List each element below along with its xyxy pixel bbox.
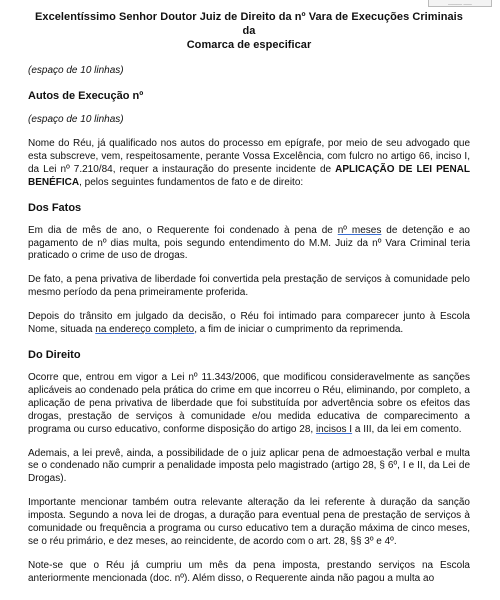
fatos-paragraph-3 [28, 311, 470, 337]
marked-term: nº meses [337, 224, 382, 236]
paragraph-text: de detenção e ao pagamento de nº dias multa, pois segundo entendimento do M.M. Juiz da nº Vara Criminal teria praticado o crime de uso de drogas. [28, 224, 470, 262]
intro-text-end: , pelos seguintes fundamentos de fato e de direito: [79, 176, 304, 188]
direito-paragraph-4: Note-se que o Réu já cumpriu um mês da pena imposta, prestando serviços na Escola anteriormente mencionada (doc. nº). Além disso, o Requerente ainda não pagou a multa ao [28, 559, 470, 584]
paragraph-text: a III, da lei em comento. [352, 423, 462, 435]
intro-paragraph [28, 138, 470, 190]
marked-term: incisos I [315, 423, 353, 435]
direito-paragraph-3: Importante mencionar também outra relevante alteração da lei referente à duração da sanção imposta. Segundo a nova lei de drogas, a duração para eventual pena de prestação de serviços à comunidade ou frequência a programa ou curso educativo tem a duração máxima de cinco meses, se o réu primário, e dez meses, ao reincidente, de acordo com o art. 28, §§ 3º e 4º. [28, 497, 470, 547]
title-line-1: Excelentíssimo Senhor Doutor Juiz de Direito da nº Vara de Execuções Criminais da [35, 11, 463, 37]
petition-address [28, 10, 470, 52]
title-line-2: Comarca de especificar [186, 39, 312, 51]
intro-bold-title: APLICAÇÃO DE LEI PENAL BENÉFICA [28, 163, 470, 188]
section-heading-fatos: Dos Fatos [28, 201, 82, 214]
fatos-paragraph-1 [28, 225, 470, 264]
direito-paragraph-2: Ademais, a lei prevê, ainda, a possibilidade de o juiz aplicar pena de admoestação verbal e multa se o condenado não cumprir a penalidade imposta pelo magistrado (artigo 28, § 6º, I e II, da Lei de Drogas). [28, 447, 470, 485]
document-page [28, 10, 470, 597]
intro-text: Nome do Réu, já qualificado nos autos do processo em epígrafe, por meio de seu advogado que esta subscreve, vem, respeitosamente, perante Vossa Excelência, com fulcro no artigo 66, inciso I, da Lei nº 7.210/84, requer a instauração do presente incidente de [28, 138, 470, 175]
toolbar-fragment: _____ ___ [428, 0, 492, 7]
paragraph-text: , a fim de iniciar o cumprimento da reprimenda. [194, 324, 404, 336]
marked-term: na endereço completo [95, 324, 195, 336]
paragraph-text: Depois do trânsito em julgado da decisão, o Réu foi intimado para comparecer junto à Escola Nome, situada [28, 311, 470, 336]
section-heading-direito: Do Direito [28, 348, 81, 361]
space-note: (espaço de 10 linhas) [28, 65, 124, 76]
fatos-paragraph-2: De fato, a pena privativa de liberdade foi convertida pela prestação de serviços à comunidade pelo mesmo período da pena primeiramente proferida. [28, 274, 470, 299]
space-note: (espaço de 10 linhas) [28, 114, 124, 125]
paragraph-text: Ocorre que, entrou em vigor a Lei nº 11.343/2006, que modificou consideravelmente as sanções aplicáveis ao condenado pela prática do crime em que incorreu o Réu, eliminando, por completo, a aplicação de pena privativa de liberdade que foi substituída por advertência sobre os efeitos das drogas, prestação de serviços à comunidade e/ou medida educativa de comparecimento a programa ou curso educativo, conforme disposição do artigo 28, [28, 371, 470, 435]
direito-paragraph-1 [28, 372, 470, 437]
case-title: Autos de Execução nº [28, 90, 144, 102]
paragraph-text: Em dia de mês de ano, o Requerente foi condenado à pena de [28, 224, 338, 236]
